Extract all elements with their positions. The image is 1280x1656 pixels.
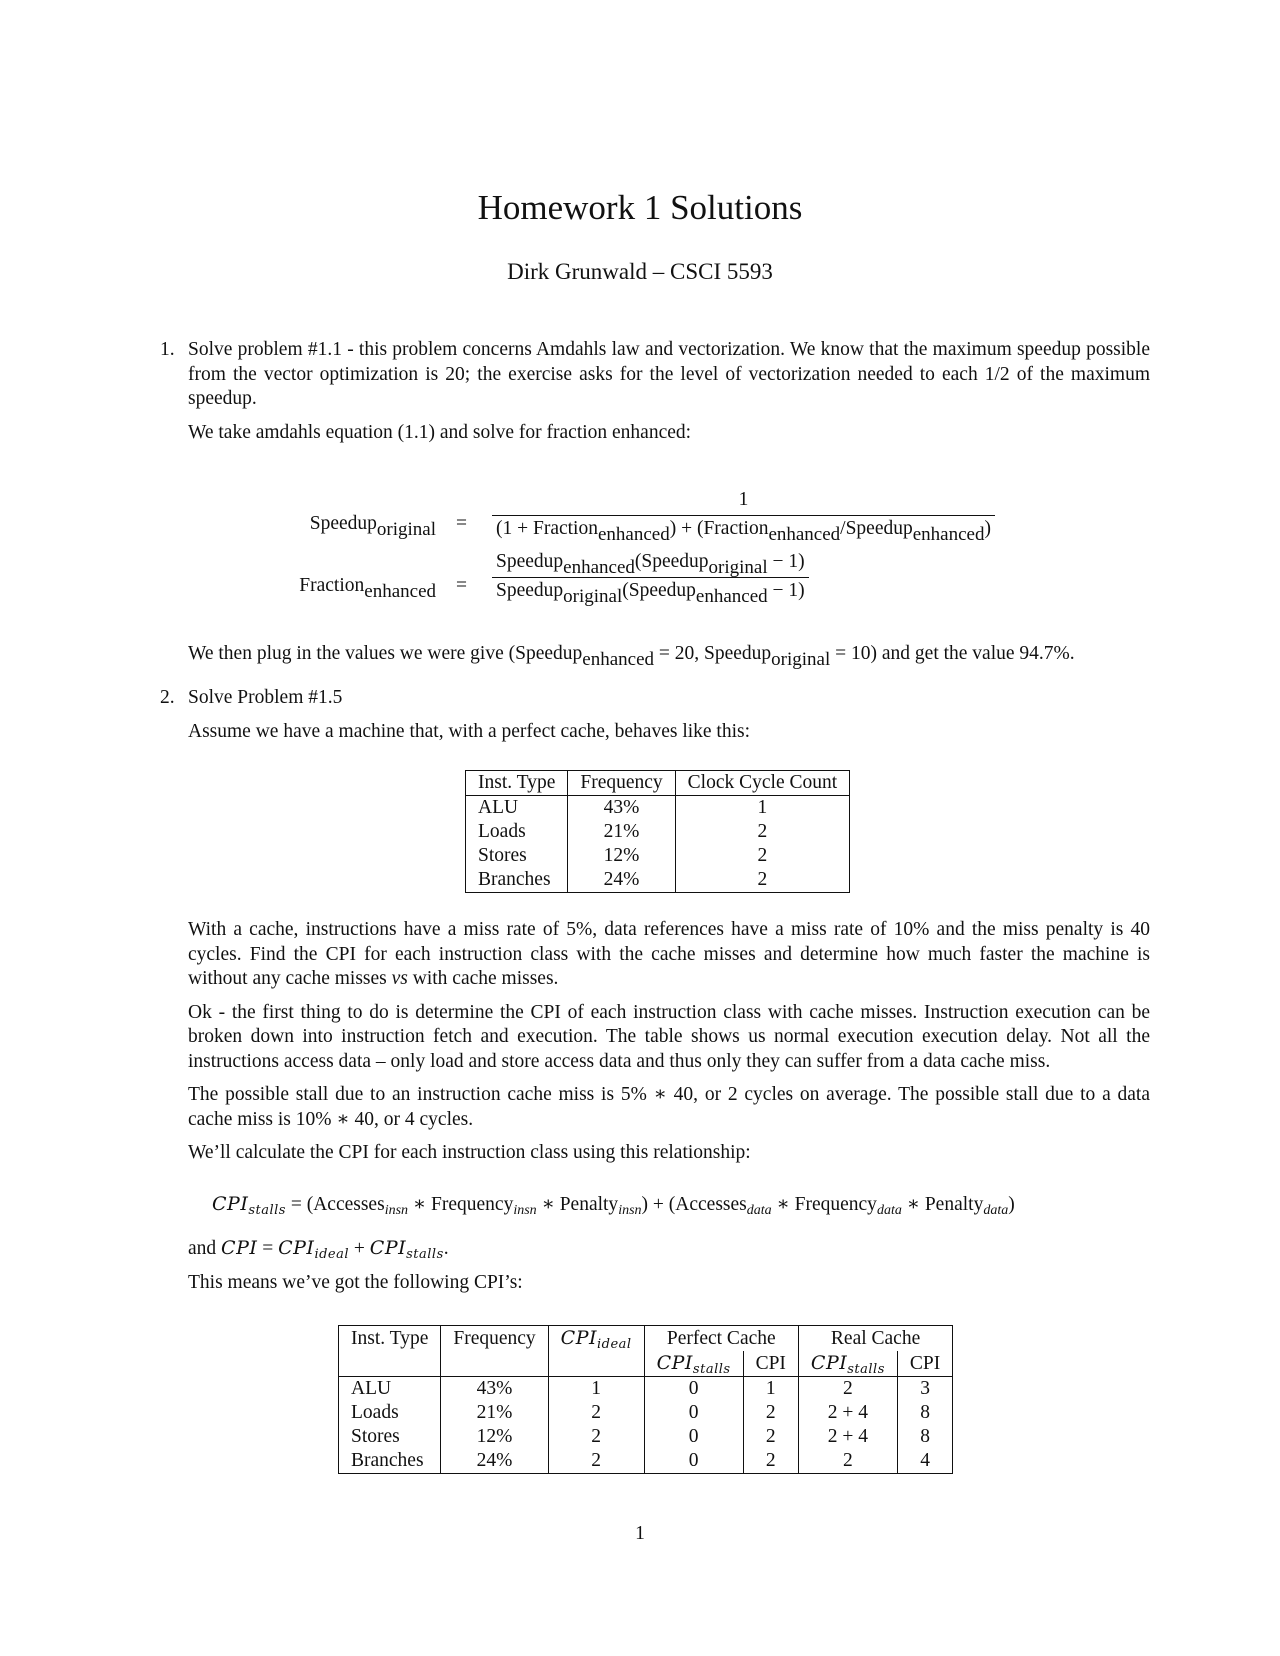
cell-perfect-stalls: 0 <box>644 1425 743 1449</box>
cell-type: ALU <box>339 1377 441 1402</box>
header-perfect-cpi-stalls: $CPI_{stalls}$ <box>644 1351 743 1377</box>
cell-cycles: 1 <box>675 796 850 821</box>
cpi-relation-block <box>160 1236 1150 1295</box>
table-row <box>466 796 850 821</box>
header-cpi-ideal: $CPI_{ideal}$ <box>548 1326 644 1352</box>
cell-frequency: 24% <box>568 868 675 893</box>
cell-frequency: 43% <box>568 796 675 821</box>
header-inst-type: Inst. Type <box>339 1326 441 1352</box>
cell-type: Loads <box>339 1401 441 1425</box>
page-title: Homework 1 Solutions <box>477 188 803 227</box>
cell-real-cpi: 4 <box>897 1449 952 1474</box>
table-header-row-1 <box>339 1326 953 1352</box>
cpi-comparison-table <box>338 1325 953 1474</box>
header-real-cpi: CPI <box>897 1351 952 1377</box>
cell-frequency: 43% <box>441 1377 548 1402</box>
cell-type: Branches <box>466 868 568 893</box>
table-header-row <box>466 771 850 796</box>
cell-perfect-cpi: 2 <box>743 1449 798 1474</box>
numerator: 1 <box>738 489 749 510</box>
header-empty <box>441 1351 548 1377</box>
page-number: 1 <box>635 1523 645 1544</box>
cpi-stalls-lhs: $CPI_{stalls}$ <box>212 1193 286 1218</box>
result-text: We then plug in the values we were give (Speedup$_{enhanced}$ = 20, Speedup$_{original}$ = 10) and get the value 94.7%. <box>188 643 1075 670</box>
cell-perfect-cpi: 1 <box>743 1377 798 1402</box>
cpi-table-lead: This means we’ve got the following CPI’s: <box>188 1271 523 1293</box>
denominator: (1 + Fraction$_{enhanced}$) + (Fraction$_{enhanced}$/Speedup$_{enhanced}$) <box>492 515 995 542</box>
cell-type: ALU <box>466 796 568 821</box>
cell-cpi-ideal: 2 <box>548 1425 644 1449</box>
cell-type: Loads <box>466 820 568 844</box>
header-real-cpi-stalls: $CPI_{stalls}$ <box>798 1351 897 1377</box>
table-row <box>339 1425 953 1449</box>
equation-lhs: Speedup$_{original}$ <box>309 513 436 540</box>
problem-2-lead: Assume we have a machine that, with a perfect cache, behaves like this: <box>188 720 751 742</box>
problem-1-lead: We take amdahls equation (1.1) and solve for fraction enhanced: <box>188 421 692 443</box>
equals-sign: = <box>456 513 467 534</box>
cell-real-stalls: 2 + 4 <box>798 1425 897 1449</box>
header-frequency: Frequency <box>568 771 675 796</box>
header-frequency: Frequency <box>441 1326 548 1352</box>
header-empty <box>548 1351 644 1377</box>
cell-type: Branches <box>339 1449 441 1474</box>
table-row <box>466 820 850 844</box>
cpi-explanation: Ok - the first thing to do is determine the CPI of each instruction class with cache misses. Instruction execution can be broken down into instruction fetch and execution. The table shows us normal execution execution delay. Not all the instructions access data – only load and store access data and thus only they can suffer from a data cache miss. <box>188 1001 1150 1072</box>
problem-1-number: 1. <box>160 339 175 360</box>
cell-real-stalls: 2 + 4 <box>798 1401 897 1425</box>
table-row <box>339 1449 953 1474</box>
problem-1 <box>160 338 1150 445</box>
problem-2 <box>160 686 1150 744</box>
table-row <box>339 1377 953 1402</box>
cell-real-cpi: 8 <box>897 1425 952 1449</box>
header-clock-cycle-count: Clock Cycle Count <box>675 771 850 796</box>
problem-2-number: 2. <box>160 687 175 708</box>
instruction-mix-table <box>465 770 850 893</box>
cell-perfect-stalls: 0 <box>644 1401 743 1425</box>
table-row <box>466 844 850 868</box>
cell-frequency: 21% <box>441 1401 548 1425</box>
problem-1-result <box>160 642 1150 670</box>
cell-frequency: 21% <box>568 820 675 844</box>
cell-cpi-ideal: 1 <box>548 1377 644 1402</box>
header-empty <box>339 1351 441 1377</box>
cell-frequency: 12% <box>568 844 675 868</box>
relationship-lead: We’ll calculate the CPI for each instruction class using this relationship: <box>188 1142 751 1163</box>
numerator: Speedup$_{enhanced}$(Speedup$_{original}$ − 1) <box>496 551 805 578</box>
cell-real-stalls: 2 <box>798 1449 897 1474</box>
problem-2-discussion <box>160 918 1150 1166</box>
author-line: Dirk Grunwald – CSCI 5593 <box>507 259 773 284</box>
cell-cpi-ideal: 2 <box>548 1401 644 1425</box>
cell-type: Stores <box>466 844 568 868</box>
cell-cycles: 2 <box>675 844 850 868</box>
table-row <box>466 868 850 893</box>
header-inst-type: Inst. Type <box>466 771 568 796</box>
fraction <box>492 550 809 607</box>
cache-problem-statement: With a cache, instructions have a miss rate of 5%, data references have a miss rate of 10% and the miss penalty is 40 cycles. Find the CPI for each instruction class with the cache misses and determine how much faster the machine is without any cache misses vs with cache misses. <box>188 919 1150 989</box>
cell-frequency: 24% <box>441 1449 548 1474</box>
cell-real-cpi: 8 <box>897 1401 952 1425</box>
amdahl-equations <box>270 488 1060 612</box>
cpi-relation: and CPI = $CPI_{ideal} + CPI_{stalls}$. <box>188 1237 449 1262</box>
cell-real-cpi: 3 <box>897 1377 952 1402</box>
fraction <box>492 488 995 545</box>
cell-cycles: 2 <box>675 820 850 844</box>
table-row <box>339 1401 953 1425</box>
header-perfect-cpi: CPI <box>743 1351 798 1377</box>
stall-explanation: The possible stall due to an instruction cache miss is 5% ∗ 40, or 2 cycles on average. The possible stall due to a data cache miss is 10% ∗ 40, or 4 cycles. <box>188 1084 1150 1130</box>
cell-perfect-stalls: 0 <box>644 1449 743 1474</box>
cell-type: Stores <box>339 1425 441 1449</box>
problem-1-intro: Solve problem #1.1 - this problem concerns Amdahls law and vectorization. We know that the maximum speedup possible from the vector optimization is 20; the exercise asks for the level of vectorization needed to each 1/2 of the maximum speedup. <box>188 339 1150 409</box>
equals-sign: = <box>456 575 467 596</box>
equation-fraction-enhanced <box>270 550 1060 612</box>
header-perfect-cache: Perfect Cache <box>644 1326 798 1352</box>
problem-2-heading: Solve Problem #1.5 <box>188 687 343 708</box>
table-header-row-2 <box>339 1351 953 1377</box>
cell-real-stalls: 2 <box>798 1377 897 1402</box>
cell-perfect-stalls: 0 <box>644 1377 743 1402</box>
cell-cycles: 2 <box>675 868 850 893</box>
cell-frequency: 12% <box>441 1425 548 1449</box>
equation-speedup-original <box>270 488 1060 550</box>
cell-perfect-cpi: 2 <box>743 1425 798 1449</box>
equation-lhs: Fraction$_{enhanced}$ <box>299 575 436 602</box>
cell-cpi-ideal: 2 <box>548 1449 644 1474</box>
header-real-cache: Real Cache <box>798 1326 952 1352</box>
cell-perfect-cpi: 2 <box>743 1401 798 1425</box>
denominator: Speedup$_{original}$(Speedup$_{enhanced}$ − 1) <box>492 577 809 604</box>
cpi-stalls-equation: $CPI_{stalls}$ = (Accesses$_{insn}$ ∗ Frequency$_{insn}$ ∗ Penalty$_{insn}$) + (Accesses$_{data}$ ∗ Frequency$_{data}$ ∗ Penalty$_{data}$) <box>212 1193 1015 1218</box>
